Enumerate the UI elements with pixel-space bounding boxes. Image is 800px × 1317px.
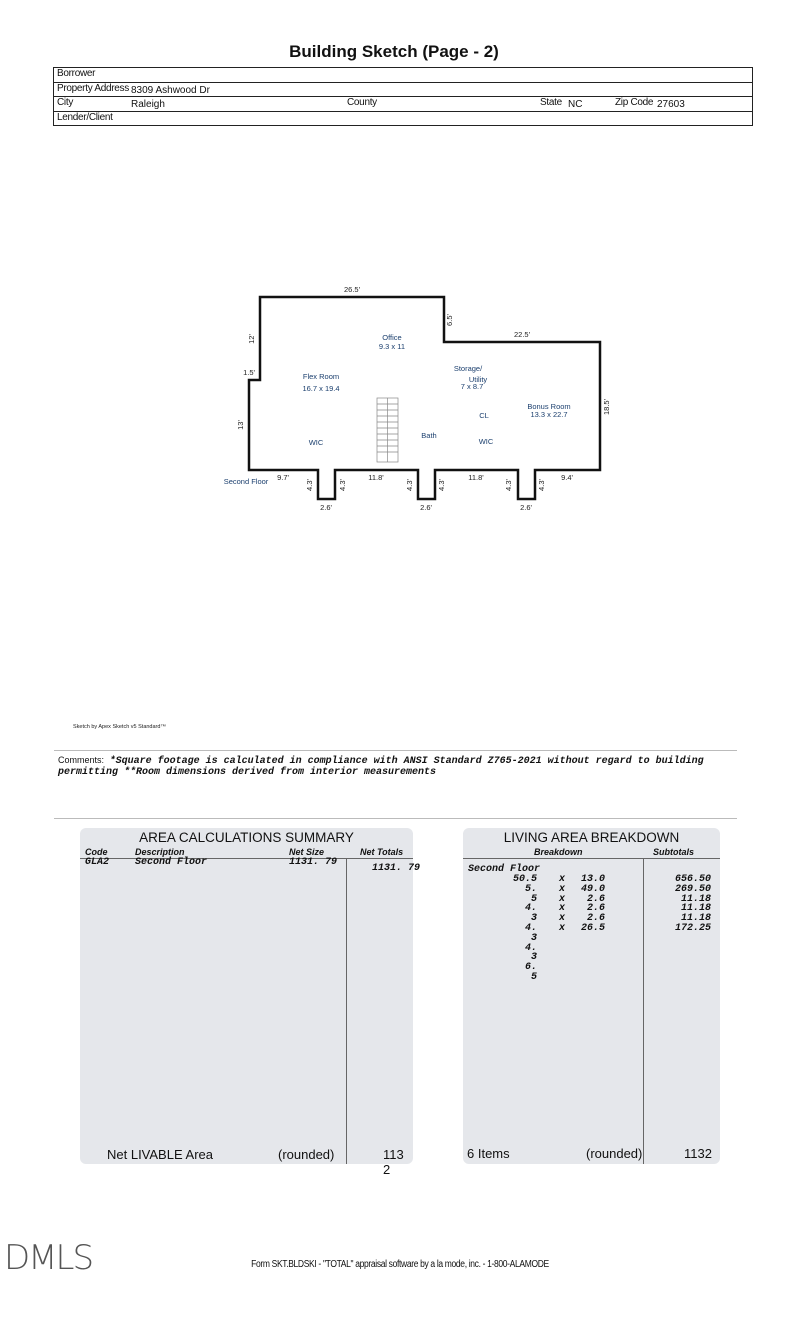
storage-label: Storage/	[453, 364, 483, 373]
comments-block	[58, 755, 748, 778]
comments-line1: *Square footage is calculated in compliance with ANSI Standard Z765-2021 without regard to building	[109, 756, 704, 767]
zip-value: 27603	[657, 99, 685, 110]
sketch-credit: Sketch by Apex Sketch v5 Standard™	[73, 724, 166, 730]
living-breakdown-title: LIVING AREA BREAKDOWN	[503, 830, 680, 845]
office-dims: 9.3 x 11	[378, 342, 406, 351]
dim-tab2-width: 2.6'	[420, 503, 432, 512]
breakdown-row-a: 6.	[524, 962, 537, 974]
property-address-value: 8309 Ashwood Dr	[131, 84, 210, 96]
breakdown-row-sub: 11.18	[680, 893, 711, 905]
breakdown-row-b: 13.0	[580, 874, 605, 885]
breakdown-row-x: x	[559, 913, 566, 925]
breakdown-row-sub: 11.18	[680, 913, 711, 925]
items-count: 6 Items	[467, 1146, 510, 1161]
bonus-room-dims: 13.3 x 22.7	[530, 410, 568, 419]
dim-tab1-width: 2.6'	[320, 503, 332, 512]
comments-bottom-rule	[54, 818, 737, 819]
dim-tab1-right: 4.3'	[338, 479, 347, 491]
breakdown-row-b: 2.6	[586, 913, 605, 925]
breakdown-row-sub: 172.25	[674, 923, 711, 934]
col-code: Code	[85, 847, 108, 857]
breakdown-row-sub: 656.50	[674, 874, 711, 885]
breakdown-section: Second Floor	[468, 864, 541, 875]
breakdown-row-a: 5	[530, 972, 537, 983]
dim-tab3-left: 4.3'	[504, 479, 513, 491]
dim-top: 26.5'	[343, 285, 361, 294]
breakdown-col-divider	[643, 858, 644, 1164]
breakdown-row-x: x	[559, 903, 566, 915]
storage-dims: 7 x 8.7	[460, 382, 484, 391]
dim-tab3-width: 2.6'	[520, 503, 532, 512]
stairs	[377, 398, 398, 462]
zip-label: Zip Code	[615, 97, 654, 108]
county-label: County	[347, 97, 377, 108]
dim-bottom-left: 9.7'	[277, 473, 289, 482]
form-footer-text: Form SKT.BLDSKI - "TOTAL" appraisal software by a la mode, inc. - 1-800-ALAMODE	[251, 1259, 549, 1270]
row-net-size: 1131. 79	[289, 857, 338, 868]
area-summary-panel	[80, 828, 421, 1177]
breakdown-row-x: x	[559, 923, 566, 934]
wic-left-label: WIC	[308, 438, 324, 447]
net-livable-label: Net LIVABLE Area	[107, 1147, 213, 1162]
floor-outline	[249, 297, 600, 499]
floor-plan-sketch	[0, 0, 800, 560]
summary-header-rule	[80, 858, 413, 859]
dim-bottom-right: 9.4'	[561, 473, 573, 482]
area-summary-title: AREA CALCULATIONS SUMMARY	[139, 830, 354, 845]
living-breakdown-panel	[463, 828, 720, 1164]
breakdown-row-a: 5.	[524, 883, 537, 895]
breakdown-row-sub: 269.50	[674, 883, 711, 895]
flex-room-dims: 16.7 x 19.4	[302, 384, 340, 393]
wic-right-label: WIC	[478, 437, 494, 446]
dim-left-step: 1.5'	[243, 368, 255, 377]
breakdown-row-b: 2.6	[586, 903, 605, 915]
summary-rounded-label: (rounded)	[278, 1147, 335, 1162]
dim-right-top: 22.5'	[513, 330, 531, 339]
state-value: NC	[568, 99, 583, 110]
dim-bottom-mid-left: 11.8'	[368, 473, 384, 482]
breakdown-row-a: 50.5	[512, 874, 537, 885]
col-breakdown: Breakdown	[534, 847, 583, 857]
row-net-total: 1131. 79	[372, 863, 421, 874]
lender-label: Lender/Client	[57, 111, 113, 123]
col-net-size: Net Size	[289, 847, 325, 857]
dim-right-side: 18.5'	[602, 398, 611, 416]
breakdown-row-a: 3	[530, 952, 537, 964]
breakdown-row-a: 4.	[524, 923, 537, 934]
col-net-totals: Net Totals	[360, 847, 404, 857]
dmls-logo: DMLS	[4, 1238, 93, 1278]
row-code: GLA2	[85, 857, 110, 868]
breakdown-row-b: 26.5	[580, 923, 605, 934]
breakdown-row-a: 5	[530, 893, 537, 905]
floor-label: Second Floor	[223, 477, 269, 486]
breakdown-row-x: x	[559, 893, 566, 905]
utility-label: Utility	[468, 375, 488, 384]
breakdown-row-a: 3	[530, 913, 537, 925]
closet-label: CL	[479, 411, 489, 420]
col-subtotals: Subtotals	[653, 847, 695, 857]
borrower-label: Borrower	[57, 68, 96, 79]
breakdown-row-x: x	[559, 883, 566, 895]
dim-notch: 6.5'	[445, 314, 454, 326]
city-label: City	[57, 97, 74, 108]
city-value: Raleigh	[131, 99, 165, 110]
bath-label: Bath	[421, 431, 437, 440]
breakdown-header-rule	[463, 858, 720, 859]
breakdown-row-sub: 11.18	[680, 903, 711, 915]
breakdown-row-a: 3	[530, 932, 537, 944]
dim-left-lower: 13'	[236, 420, 245, 430]
col-description: Description	[135, 847, 185, 857]
breakdown-row-a: 4.	[524, 942, 537, 954]
bonus-room-label: Bonus Room	[527, 402, 571, 411]
comments-line2: permitting **Room dimensions derived from interior measurements	[58, 767, 437, 778]
dim-tab2-right: 4.3'	[437, 479, 446, 491]
flex-room-label: Flex Room	[302, 372, 340, 381]
breakdown-row-b: 49.0	[580, 883, 605, 895]
breakdown-total-value: 1132	[684, 1146, 712, 1161]
state-label: State	[540, 97, 562, 108]
page-title: Building Sketch (Page - 2)	[289, 42, 499, 61]
dim-bottom-mid-right: 11.8'	[468, 473, 484, 482]
breakdown-row-b: 2.6	[586, 893, 605, 905]
row-description: Second Floor	[135, 857, 208, 868]
comments-top-rule	[54, 750, 737, 751]
breakdown-rounded-label: (rounded)	[586, 1146, 643, 1161]
dim-tab1-left: 4.3'	[305, 479, 314, 491]
breakdown-row-a: 4.	[524, 903, 537, 915]
dim-tab2-left: 4.3'	[405, 479, 414, 491]
comments-label: Comments:	[58, 755, 105, 765]
property-address-label: Property Address	[57, 82, 129, 94]
summary-col-divider	[346, 858, 347, 1164]
dim-left-upper: 12'	[247, 334, 256, 344]
dim-tab3-right: 4.3'	[537, 479, 546, 491]
net-livable-value: 113 2	[383, 1147, 404, 1177]
breakdown-row-x: x	[559, 874, 566, 885]
office-label: Office	[382, 333, 402, 342]
